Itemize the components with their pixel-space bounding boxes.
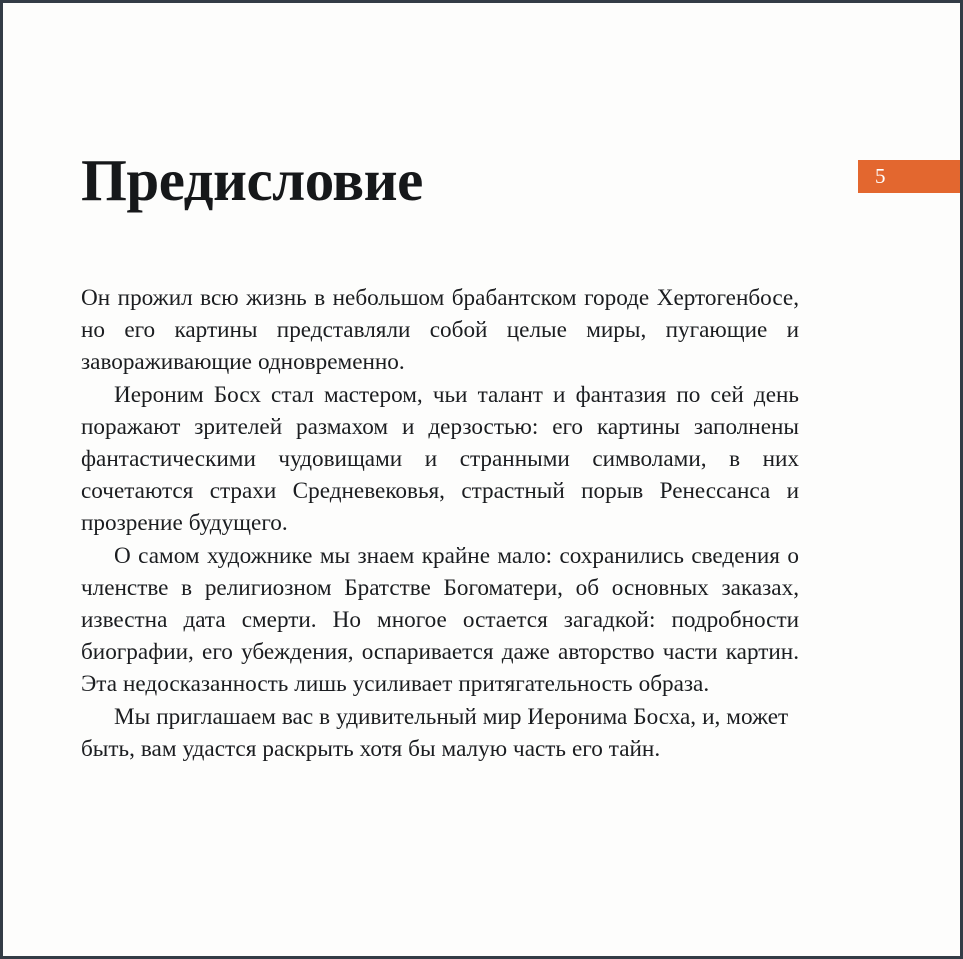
paragraph: Иероним Босх стал мастером, чьи талант и фантазия по сей день поражают зрителей размахом и дерзостью: его картины заполнены фантастическими чудовищами и странными символами, в них сочетаются страхи Средневековья, страстный порыв Ренессанса и прозрение будущего. [81, 381, 799, 537]
paragraph: Он прожил всю жизнь в небольшом брабантском городе Хертогенбосе, но его картины представляли собой целые миры, пугающие и завораживающие одновременно. [81, 285, 799, 376]
page-number-label: 5 [875, 164, 886, 188]
page-number-badge [858, 160, 963, 193]
paragraph: О самом художнике мы знаем крайне мало: сохранились сведения о членстве в религиозном Братстве Богоматери, об основных заказах, известна дата смерти. Но многое остается загадкой: подробности биографии, его убеждения, оспаривается даже авторство части картин. Эта недосказанность лишь усиливает притягательность образа. [81, 542, 799, 698]
page-title: Предисловие [81, 147, 423, 213]
paragraph: Мы приглашаем вас в удивительный мир Иеронима Босха, и, может быть, вам удастся раскрыть хотя бы малую часть его тайн. [81, 703, 789, 762]
body-text [81, 282, 799, 765]
